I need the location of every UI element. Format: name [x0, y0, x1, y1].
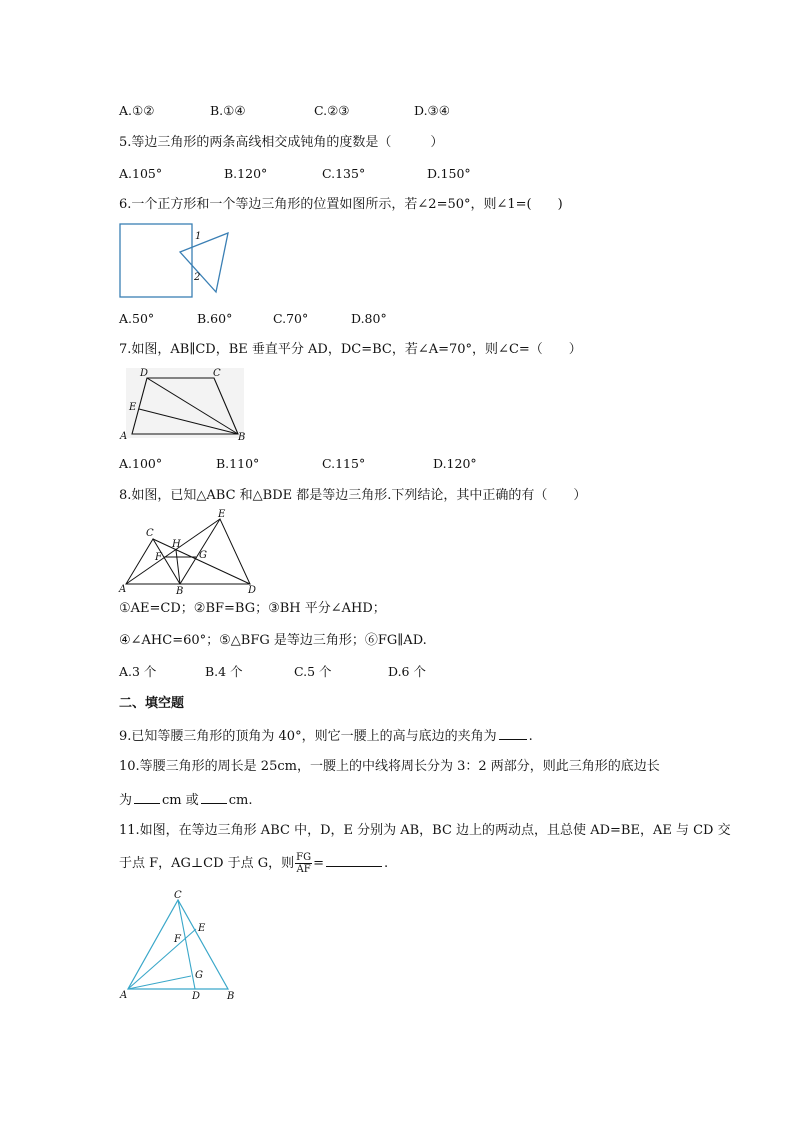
q10-line2-c: cm.	[228, 793, 253, 808]
q7-option-a: A.100°	[119, 456, 163, 471]
q11-figure	[118, 888, 243, 1006]
q8-label-g: G	[199, 550, 207, 561]
q8-option-d: D.6 个	[388, 664, 426, 679]
q7-option-b: B.110°	[216, 456, 260, 471]
q8-option-b: B.4 个	[205, 664, 243, 679]
q5-option-b: B.120°	[224, 166, 268, 181]
q7-option-d: D.120°	[433, 456, 477, 471]
q11-label-d: D	[192, 991, 201, 1002]
q10-line-2	[119, 791, 253, 809]
q6-triangle	[180, 233, 228, 292]
q5-option-a: A.105°	[119, 166, 163, 181]
q10-line-1: 10.等腰三角形的周长是 25cm，一腰上的中线将周长分为 3：2 两部分，则此三角形的底边长	[119, 759, 660, 774]
q8-option-a: A.3 个	[119, 664, 157, 679]
q5-option-d: D.150°	[427, 166, 471, 181]
q8-option-c: C.5 个	[294, 664, 332, 679]
q8-triangle-bde	[180, 519, 250, 584]
q7-stem: 7.如图，AB∥CD，BE 垂直平分 AD，DC=BC，若∠A=70°，则∠C=（ ）	[119, 342, 582, 357]
q6-square	[120, 224, 192, 297]
q7-label-a: A	[120, 431, 128, 442]
q7-label-c: C	[213, 368, 221, 379]
q4-option-c: C.②③	[314, 103, 350, 118]
q8-conclusions-1: ①AE=CD；②BF=BG；③BH 平分∠AHD；	[119, 601, 386, 616]
q6-option-b: B.60°	[197, 311, 233, 326]
q5-option-c: C.135°	[322, 166, 366, 181]
q11-label-f: F	[174, 934, 181, 945]
q11-line2-b: =	[313, 856, 325, 871]
q11-label-e: E	[198, 923, 206, 934]
q11-answer-blank[interactable]	[326, 854, 382, 867]
q10-answer-blank-2[interactable]	[201, 791, 227, 804]
q8-label-f: F	[155, 552, 162, 563]
q10-line2-a: 为	[119, 793, 133, 808]
q6-label-1: 1	[195, 231, 202, 242]
q11-label-c: C	[174, 890, 182, 901]
section-2-heading: 二、填空题	[119, 696, 185, 711]
q8-segment-cd	[153, 539, 250, 584]
q11-segment-ag	[128, 976, 191, 989]
q4-option-b: B.①④	[210, 103, 246, 118]
q9-end: .	[528, 729, 533, 744]
q7-figure	[118, 366, 248, 446]
q11-label-g: G	[195, 970, 203, 981]
q11-line2-a: 于点 F，AG⊥CD 于点 G，则	[119, 856, 295, 871]
q11-label-a: A	[120, 990, 128, 1001]
q11-label-b: B	[227, 991, 235, 1002]
q6-option-a: A.50°	[119, 311, 155, 326]
q8-figure	[118, 508, 263, 597]
q7-label-e: E	[129, 402, 137, 413]
q8-label-h: H	[172, 539, 181, 550]
q11-fraction	[295, 852, 312, 875]
q6-option-d: D.80°	[351, 311, 387, 326]
q9-answer-blank[interactable]	[499, 727, 527, 740]
q7-label-b: B	[238, 432, 246, 443]
q6-option-c: C.70°	[273, 311, 309, 326]
q10-answer-blank-1[interactable]	[134, 791, 160, 804]
q6-label-2: 2	[194, 272, 201, 283]
q7-option-c: C.115°	[322, 456, 366, 471]
q8-stem: 8.如图，已知△ABC 和△BDE 都是等边三角形.下列结论，其中正确的有（ ）	[119, 488, 587, 503]
q9-line	[119, 727, 533, 745]
q8-conclusions-2: ④∠AHC=60°；⑤△BFG 是等边三角形；⑥FG∥AD.	[119, 633, 427, 648]
q11-frac-den: AF	[296, 864, 311, 875]
q8-label-b: B	[176, 586, 184, 597]
q7-label-d: D	[140, 368, 149, 379]
q11-frac-num: FG	[296, 852, 312, 863]
q8-label-e: E	[218, 509, 226, 520]
q6-figure	[118, 222, 238, 302]
q8-label-a: A	[119, 584, 127, 595]
q10-line2-b: cm 或	[162, 793, 199, 808]
q11-line-1: 11.如图，在等边三角形 ABC 中，D，E 分别为 AB，BC 边上的两动点，且总使 AD=BE，AE 与 CD 交	[119, 823, 731, 838]
q11-end: .	[384, 856, 389, 871]
q5-stem: 5.等边三角形的两条高线相交成钝角的度数是（ ）	[119, 135, 444, 150]
q9-stem: 9.已知等腰三角形的顶角为 40°，则它一腰上的高与底边的夹角为	[119, 729, 497, 744]
q8-label-d: D	[248, 585, 257, 596]
q4-option-d: D.③④	[414, 103, 450, 118]
q8-label-c: C	[146, 528, 154, 539]
q6-stem: 6.一个正方形和一个等边三角形的位置如图所示，若∠2=50°，则∠1=( )	[119, 197, 563, 212]
q4-option-a: A.①②	[119, 103, 155, 118]
q11-line-2	[119, 850, 388, 878]
